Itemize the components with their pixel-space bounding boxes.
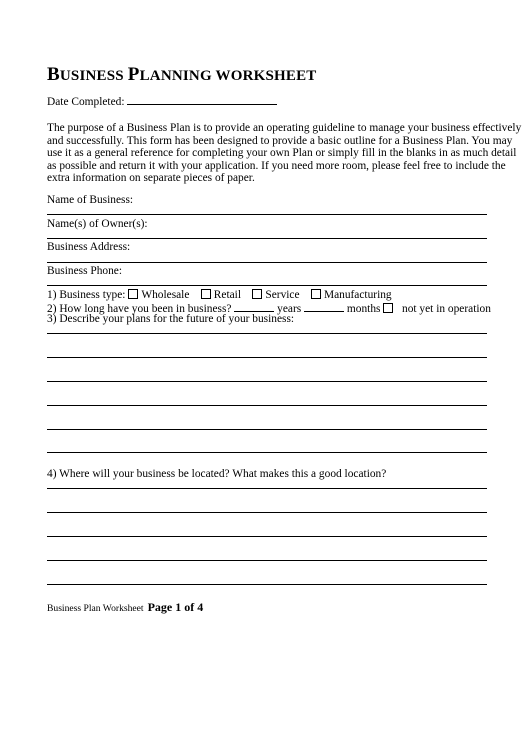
page-title: BUSINESS PLANNING WORKSHEET xyxy=(47,64,317,85)
years-label: years xyxy=(277,303,302,315)
business-phone-label: Business Phone: xyxy=(47,265,122,277)
future-plans-line[interactable] xyxy=(47,357,487,358)
location-line[interactable] xyxy=(47,536,487,537)
wholesale-checkbox[interactable] xyxy=(128,289,138,299)
location-line[interactable] xyxy=(47,560,487,561)
manufacturing-checkbox[interactable] xyxy=(311,289,321,299)
future-plans-line[interactable] xyxy=(47,452,487,453)
future-plans-line[interactable] xyxy=(47,405,487,406)
service-label: Service xyxy=(265,289,300,301)
business-address-field[interactable] xyxy=(47,262,487,263)
business-phone-field[interactable] xyxy=(47,285,487,286)
future-plans-label: 3) Describe your plans for the future of your business: xyxy=(47,313,295,325)
owners-field[interactable] xyxy=(47,238,487,239)
business-type-label: 1) Business type: xyxy=(47,289,126,301)
months-field[interactable] xyxy=(304,301,344,312)
manufacturing-label: Manufacturing xyxy=(323,289,392,301)
service-checkbox[interactable] xyxy=(252,289,262,299)
business-address-label: Business Address: xyxy=(47,241,131,253)
location-line[interactable] xyxy=(47,584,487,585)
owners-label: Name(s) of Owner(s): xyxy=(47,218,148,230)
retail-label: Retail xyxy=(213,289,241,301)
not-yet-checkbox[interactable] xyxy=(383,303,393,313)
future-plans-line[interactable] xyxy=(47,333,487,334)
footer-page-number: Page 1 of 4 xyxy=(147,600,204,614)
date-completed-label: Date Completed: xyxy=(47,96,125,108)
footer-doc-name: Business Plan Worksheet xyxy=(47,603,144,614)
months-label: months xyxy=(346,303,381,315)
not-yet-label: not yet in operation xyxy=(402,303,491,315)
page-footer xyxy=(47,598,203,616)
future-plans-line[interactable] xyxy=(47,429,487,430)
location-line[interactable] xyxy=(47,488,487,489)
future-plans-line[interactable] xyxy=(47,381,487,382)
wholesale-label: Wholesale xyxy=(141,289,190,301)
location-label: 4) Where will your business be located? What makes this a good location? xyxy=(47,468,387,480)
intro-paragraph: The purpose of a Business Plan is to provide an operating guideline to manage your business effectively and successfully. This form has been designed to provide a basic outline for a Business Plan. You may use it as a general reference for completing your own Plan or simply fill in the blanks in as much detail as possible and return it with your application. If you need more room, please feel free to include the extra information on separate pieces of paper. xyxy=(47,122,522,185)
date-completed-field[interactable] xyxy=(127,94,277,105)
years-field[interactable] xyxy=(234,301,274,312)
name-of-business-label: Name of Business: xyxy=(47,194,134,206)
date-completed-row xyxy=(47,94,277,109)
name-of-business-field[interactable] xyxy=(47,214,487,215)
time-in-business-label: 2) How long have you been in business? xyxy=(47,303,232,315)
location-line[interactable] xyxy=(47,512,487,513)
retail-checkbox[interactable] xyxy=(201,289,211,299)
